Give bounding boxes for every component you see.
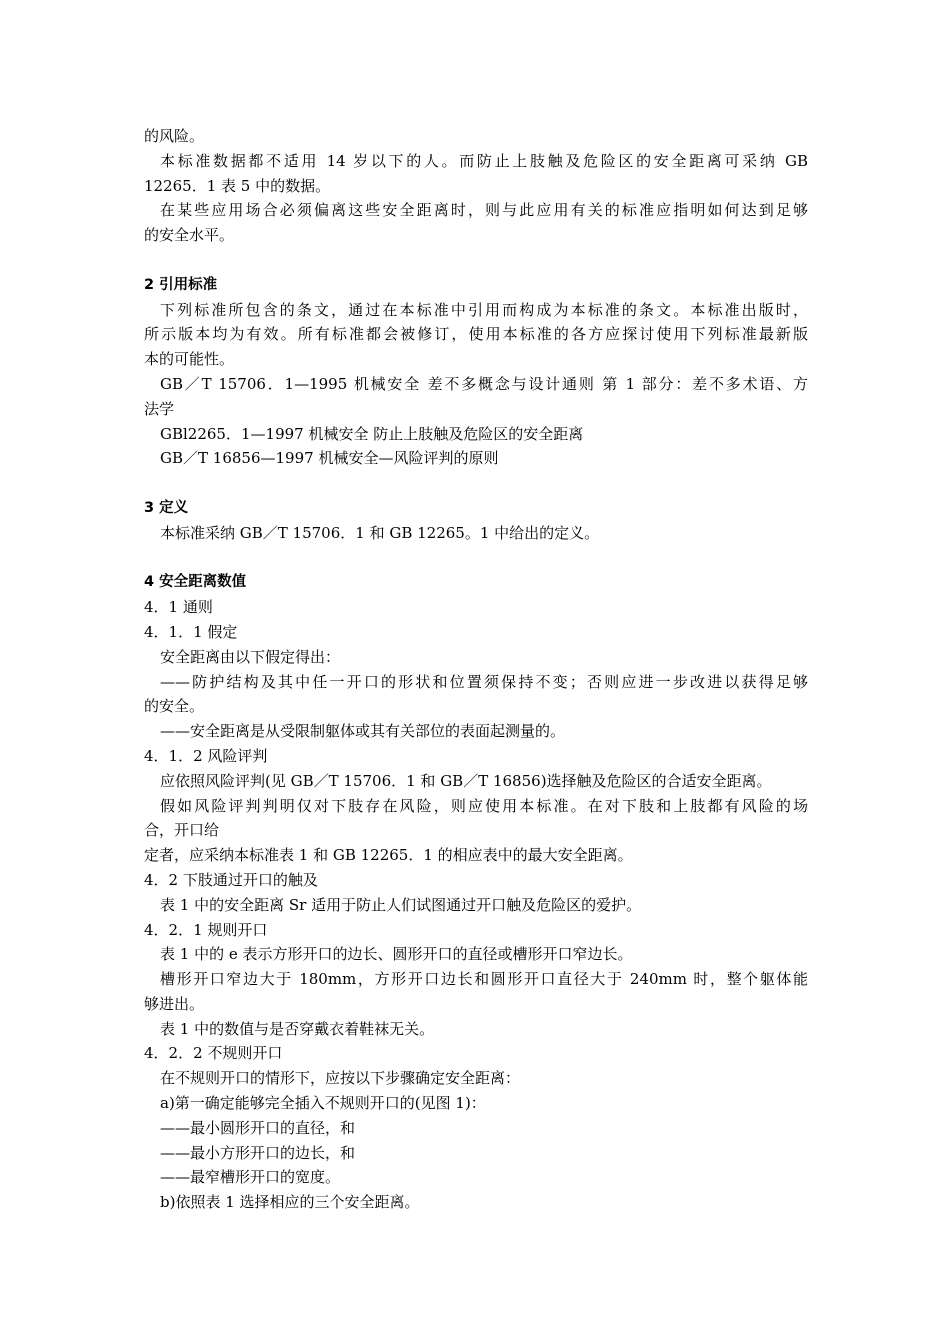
clause-4-1-1-para-1: 安全距离由以下假定得出： (160, 647, 341, 666)
reference-3: GB／T 16856—1997 机械安全—风险评判的原则 (160, 449, 499, 468)
section-3-heading: 3 定义 (144, 499, 189, 516)
spacer (144, 546, 808, 571)
clause-4-2-2-step-a: a)第一确定能够完全插入不规则开口的(见图 1)： (160, 1094, 486, 1113)
clause-4-1-2-para-1: 应依照风险评判(见 GB／T 15706．1 和 GB／T 16856)选择触及危险区的合适安全距离。 (160, 771, 772, 790)
reference-2: GBl2265．1—1997 机械安全 防止上肢触及危险区的安全距离 (160, 424, 584, 443)
document-page (144, 124, 808, 1215)
clause-4-2-1-heading: 4．2．1 规则开口 (144, 920, 268, 939)
clause-4-1-2-para-2-line-1: 假如风险评判判明仅对下肢存在风险，则应使用本标准。在对下肢和上肢都有风险的场 (160, 796, 808, 815)
clause-4-2-heading: 4．2 下肢通过开口的触及 (144, 870, 318, 889)
clause-4-1-2-heading: 4．1．2 风险评判 (144, 746, 268, 765)
clause-4-1-2-para-2-line-3: 定者，应采纳本标准表 1 和 GB 12265．1 的相应表中的最大安全距离。 (144, 846, 633, 865)
section-3-para: 本标准采纳 GB／T 15706．1 和 GB 12265。1 中给出的定义。 (160, 523, 600, 542)
reference-1-line-1: GB／T 15706．1—1995 机械安全 差不多概念与设计通则 第 1 部分：差不多术语、方 (160, 374, 808, 393)
clause-4-1-1-heading: 4．1．1 假定 (144, 622, 238, 641)
section-2-heading: 2 引用标准 (144, 276, 218, 293)
clause-4-1-heading: 4．1 通则 (144, 598, 213, 617)
clause-4-1-1-item-1-line-2: 的安全。 (144, 697, 205, 716)
section-2-para-line-1: 下列标准所包含的条文，通过在本标准中引用而构成为本标准的条文。本标准出版时， (160, 300, 808, 319)
clause-4-2-1-para-1: 表 1 中的 e 表示方形开口的边长、圆形开口的直径或槽形开口窄边长。 (160, 945, 633, 964)
clause-4-2-2-heading: 4．2．2 不规则开口 (144, 1044, 283, 1063)
intro-line-4: 在某些应用场合必须偏离这些安全距离时，则与此应用有关的标准应指明如何达到足够 (160, 201, 808, 220)
section-2-para-line-3: 本的可能性。 (144, 350, 235, 369)
clause-4-1-1-item-2: ——安全距离是从受限制躯体或其有关部位的表面起测量的。 (160, 722, 566, 741)
spacer (144, 471, 808, 496)
section-4-heading: 4 安全距离数值 (144, 574, 247, 591)
intro-line-1: 的风险。 (144, 127, 205, 145)
reference-1-line-2: 法学 (144, 399, 175, 418)
clause-4-2-2-list-item-1: ——最小圆形开口的直径，和 (160, 1118, 356, 1137)
spacer (144, 248, 808, 273)
section-2-para-line-2: 所示版本均为有效。所有标准都会被修订，使用本标准的各方应探讨使用下列标准最新版 (144, 325, 808, 344)
clause-4-2-1-para-3: 表 1 中的数值与是否穿戴衣着鞋袜无关。 (160, 1019, 435, 1038)
clause-4-2-2-list-item-2: ——最小方形开口的边长，和 (160, 1143, 356, 1162)
clause-4-1-2-para-2-line-2: 合，开口给 (144, 821, 220, 840)
clause-4-2-1-para-2-line-2: 够进出。 (144, 994, 205, 1013)
intro-line-5: 的安全水平。 (144, 226, 235, 245)
clause-4-2-para: 表 1 中的安全距离 Sr 适用于防止人们试图通过开口触及危险区的爱护。 (160, 895, 642, 914)
clause-4-2-2-list-item-3: ——最窄槽形开口的宽度。 (160, 1168, 341, 1187)
clause-4-2-2-step-b: b)依照表 1 选择相应的三个安全距离。 (160, 1193, 420, 1212)
clause-4-2-2-para-1: 在不规则开口的情形下，应按以下步骤确定安全距离： (160, 1069, 521, 1088)
intro-line-2: 本标准数据都不适用 14 岁以下的人。而防止上肢触及危险区的安全距离可采纳 GB (160, 151, 808, 170)
clause-4-1-1-item-1-line-1: ——防护结构及其中任一开口的形状和位置须保持不变；否则应进一步改进以获得足够 (160, 672, 808, 691)
intro-line-3: 12265．1 表 5 中的数据。 (144, 176, 331, 195)
clause-4-2-1-para-2-line-1: 槽形开口窄边大于 180mm，方形开口边长和圆形开口直径大于 240mm 时，整个躯体能 (160, 970, 808, 989)
